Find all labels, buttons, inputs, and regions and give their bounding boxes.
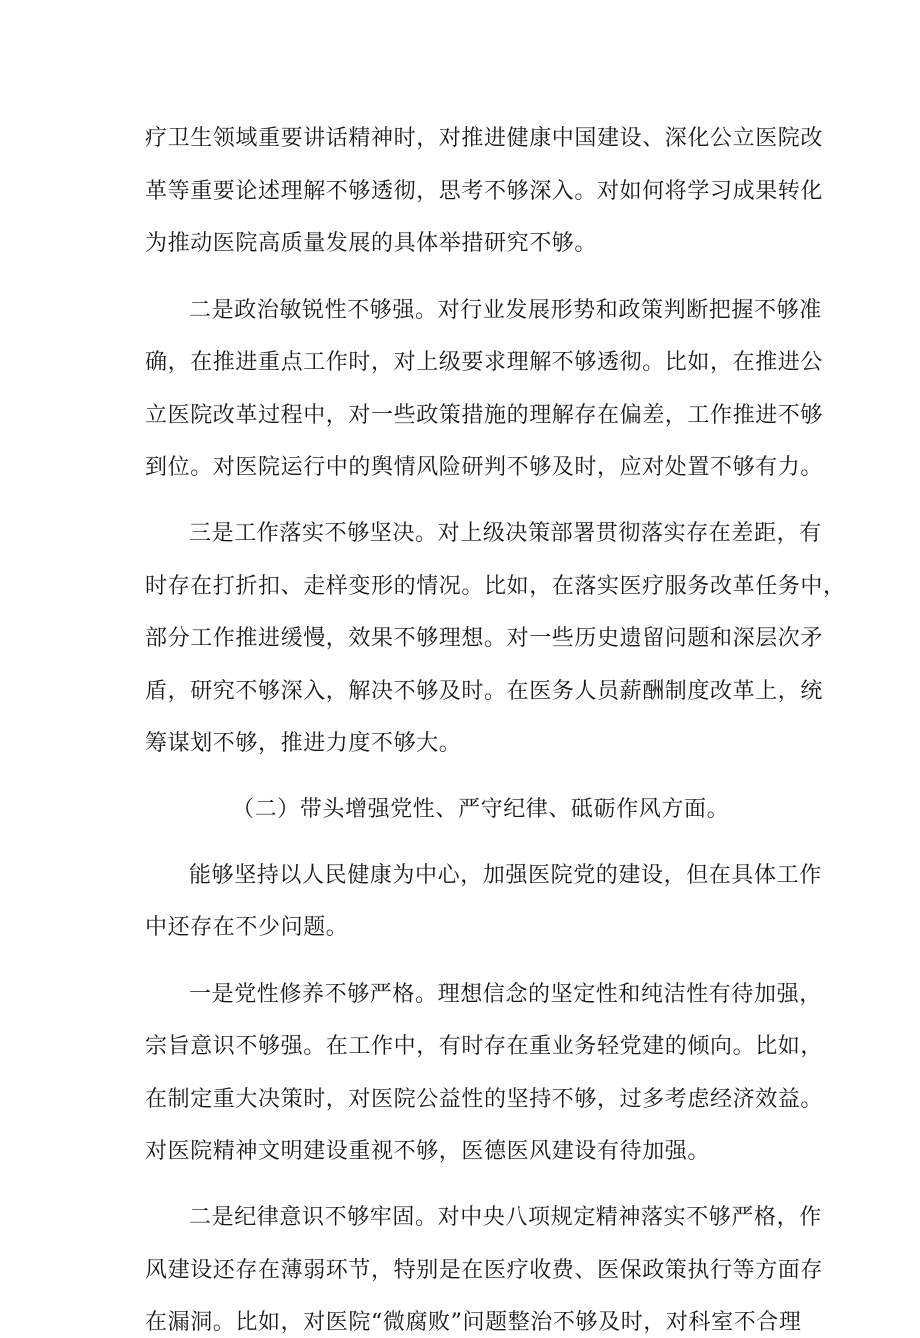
text-line: 盾，研究不够深入，解决不够及时。在医务人员薪酬制度改革上，统 (145, 679, 824, 704)
text-line: 中还存在不少问题。 (145, 915, 349, 940)
text-line: 到位。对医院运行中的舆情风险研判不够及时，应对处置不够有力。 (145, 455, 824, 480)
paragraph-first-line: 一是党性修养不够严格。理想信念的坚定性和纯洁性有待加强， (189, 982, 822, 1007)
paragraph-first-line: 二是纪律意识不够牢固。对中央八项规定精神落实不够严格，作 (189, 1205, 822, 1230)
text-line: 部分工作推进缓慢，效果不够理想。对一些历史遗留问题和深层次矛 (145, 626, 824, 651)
paragraph-first-line: 能够坚持以人民健康为中心，加强医院党的建设，但在具体工作 (189, 863, 822, 888)
text-line: 时存在打折扣、走样变形的情况。比如，在落实医疗服务改革任务中， (145, 574, 846, 599)
text-line: 革等重要论述理解不够透彻，思考不够深入。对如何将学习成果转化 (145, 179, 824, 204)
text-line: 确，在推进重点工作时，对上级要求理解不够透彻。比如，在推进公 (145, 350, 824, 375)
text-line: 对医院精神文明建设重视不够，医德医风建设有待加强。 (145, 1139, 711, 1164)
paragraph-first-line: 三是工作落实不够坚决。对上级决策部署贯彻落实存在差距，有 (189, 521, 822, 546)
text-line: 立医院改革过程中，对一些政策措施的理解存在偏差，工作推进不够 (145, 403, 824, 428)
text-line: 宗旨意识不够强。在工作中，有时存在重业务轻党建的倾向。比如， (145, 1034, 824, 1059)
text-line: 筹谋划不够，推进力度不够大。 (145, 731, 462, 756)
text-line: 在漏洞。比如，对医院“微腐败”问题整治不够及时，对科室不合理 (145, 1310, 802, 1335)
section-heading: （二）带头增强党性、严守纪律、砥砺作风方面。 (232, 797, 730, 822)
text-line: 风建设还存在薄弱环节，特别是在医疗收费、医保政策执行等方面存 (145, 1258, 824, 1283)
text-line: 为推动医院高质量发展的具体举措研究不够。 (145, 231, 598, 256)
text-line: 疗卫生领域重要讲话精神时，对推进健康中国建设、深化公立医院改 (145, 126, 824, 151)
text-line: 在制定重大决策时，对医院公益性的坚持不够，过多考虑经济效益。 (145, 1087, 824, 1112)
paragraph-first-line: 二是政治敏锐性不够强。对行业发展形势和政策判断把握不够准 (189, 298, 822, 323)
